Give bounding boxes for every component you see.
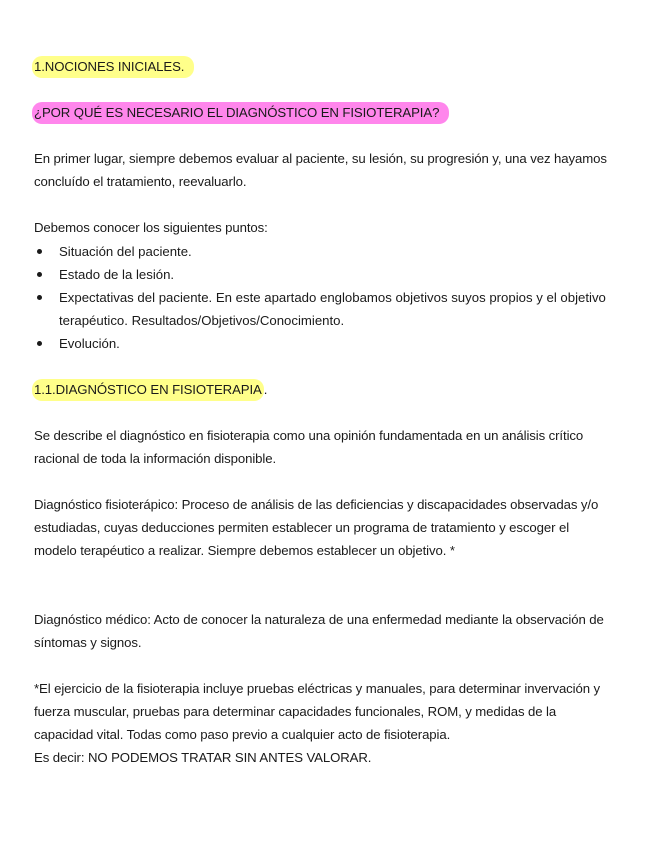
note-paragraph: *El ejercicio de la fisioterapia incluye pruebas eléctricas y manuales, para determinar invervación y fuerza muscular, pruebas para determinar capacidades funcionales, ROM, y medidas de la capacidad vital. Todas como paso previo a cualquier acto de fisioterapia. xyxy=(34,681,601,742)
subsection-title-suffix: . xyxy=(263,382,268,397)
section-heading-1 xyxy=(34,55,614,78)
intro-paragraph: En primer lugar, siempre debemos evaluar al paciente, su lesión, su progresión y, una vez hayamos concluído el tratamiento, reevaluarlo. xyxy=(34,151,607,189)
question-heading xyxy=(34,101,614,124)
physio-diagnosis-paragraph: Diagnóstico fisioterápico: Proceso de análisis de las deficiencias y discapacidades observadas y/o estudiadas, cuyas deducciones permiten establecer un programa de tratamiento y escoger el modelo terapéutico a realizar. Siempre debemos establecer un objetivo. * xyxy=(34,497,599,558)
medical-diagnosis-paragraph: Diagnóstico médico: Acto de conocer la naturaleza de una enfermedad mediante la observación de síntomas y signos. xyxy=(34,612,604,650)
conclusion-line: Es decir: NO PODEMOS TRATAR SIN ANTES VALORAR. xyxy=(34,750,372,765)
list-item: Evolución. xyxy=(34,332,614,355)
points-list xyxy=(34,240,614,355)
description-paragraph: Se describe el diagnóstico en fisioterapia como una opinión fundamentada en un análisis crítico racional de toda la información disponible. xyxy=(34,428,584,466)
list-item: Estado de la lesión. xyxy=(34,263,614,286)
subsection-title: 1.1.DIAGNÓSTICO EN FISIOTERAPIA xyxy=(32,379,264,401)
points-lead: Debemos conocer los siguientes puntos: xyxy=(34,220,268,235)
list-item: Expectativas del paciente. En este apartado englobamos objetivos suyos propios y el objetivo terapéutico. Resultados/Objetivos/Conocimiento. xyxy=(34,286,614,332)
section-heading-1-1 xyxy=(34,378,614,401)
list-item: Situación del paciente. xyxy=(34,240,614,263)
question-title: ¿POR QUÉ ES NECESARIO EL DIAGNÓSTICO EN FISIOTERAPIA? xyxy=(32,102,449,124)
section-title: 1.NOCIONES INICIALES. xyxy=(32,56,194,78)
